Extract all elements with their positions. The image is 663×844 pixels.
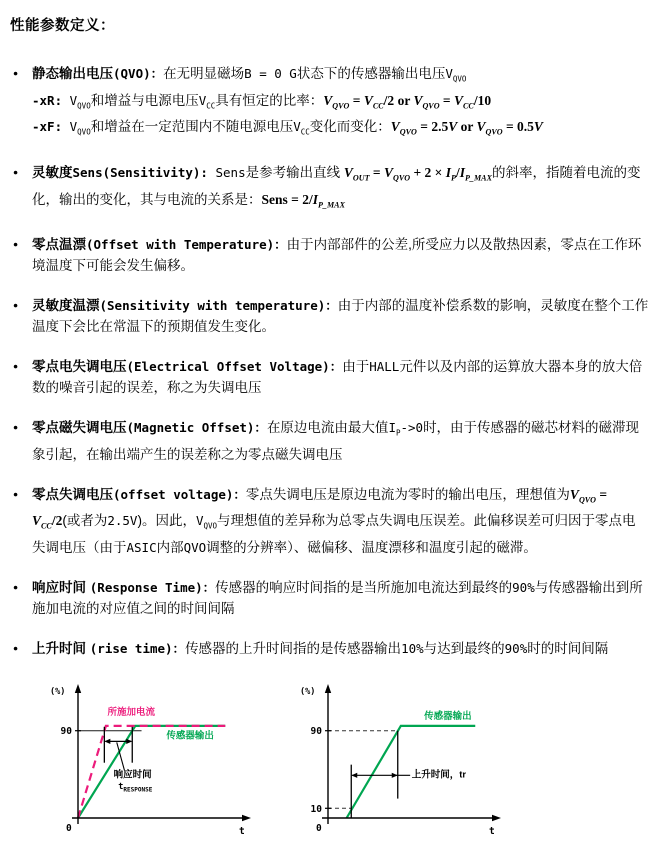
bullet-item [10,162,649,215]
bullet-item [10,63,649,143]
text-segment: $I_P$ [445,164,456,183]
text-segment: QVO [183,540,207,556]
bullet-subline [32,116,649,143]
bullet-content [32,356,649,398]
text-segment: or [457,119,477,135]
bullet-item [10,295,649,337]
bullet-marker-icon: ● [13,166,19,177]
bullet-item [10,638,649,659]
bullet-text [32,638,649,659]
y-axis-label: (%) [50,687,66,698]
text-segment: 灵敏度温漂 [32,298,100,314]
text-segment: 零点电失调电压 [32,359,127,375]
bullet-text [32,484,649,558]
x-axis-arrow-icon [492,815,501,821]
text-segment: 状态下的传感器输出电压 [296,66,446,81]
bullet-text [32,577,649,619]
text-segment: ->0 [400,420,424,436]
response-time-chart [38,678,268,844]
text-segment: /10 [473,92,492,108]
text-segment: 在原边电流由最大值 [266,420,389,436]
bullet-marker-icon: ● [13,582,19,593]
text-segment: $V_{CC}$ [198,92,216,110]
text-segment: $I_P$ [388,420,401,438]
y-axis-arrow-icon [75,684,81,693]
arrowhead-left-icon [351,773,357,778]
text-segment: 时，由于传感器的磁芯材料的磁滞现象引起，在输出端产生的误差称之为零点磁失调电压 [32,420,640,462]
text-segment: $V_{CC}$ [454,92,474,111]
y-axis-label: (%) [300,687,316,698]
text-segment: (rise time)： [89,641,186,657]
text-segment: = [349,92,364,108]
text-segment: 变化而变化： [309,119,391,135]
bullet-content [32,234,649,276]
text-segment: 与传感器输出到所施加电流的对应值之间的时间间隔 [32,580,643,617]
bullet-content [32,162,649,215]
bullet-marker-icon: ● [13,488,19,499]
text-segment: = [596,486,611,502]
annotation-label: 响应时间 [113,769,152,781]
text-segment: 调整的分辨率）、磁偏移、温度漂移和温度引起的磁滞。 [206,540,537,556]
text-segment: 10% [401,641,424,657]
x-axis-label: t [489,826,495,838]
text-segment: /2 [383,92,395,108]
bullet-marker-icon: ● [13,239,19,250]
bullet-marker-icon: ● [13,300,19,311]
text-segment: $I_{P\_MAX}$ [459,164,492,183]
text-segment: 零点温漂 [32,237,86,253]
bullet-list [10,63,649,659]
text-segment: $V_{QVO}$ [383,164,411,183]
text-segment: 在无明显磁场 [163,66,245,81]
arrowhead-left-icon [104,739,110,744]
arrowhead-right-icon [126,739,132,744]
text-segment: 时的时间间隔 [527,641,609,657]
text-segment: = [369,164,384,180]
charts-row [38,678,649,844]
bullet-item [10,577,649,619]
text-segment: 由于内部部件的公差,所受应力以及散热因素，零点在工作环境温度下可能会发生偏移。 [32,237,642,274]
text-segment: = 0.5 [502,119,534,135]
text-segment: B = 0 G [244,66,297,81]
text-segment: $V_{QVO}$ [69,119,91,137]
text-segment: $V_{QVO}$ [69,92,91,110]
x-axis-arrow-icon [242,815,251,821]
text-segment: 响应时间 [32,580,90,596]
text-segment: 2.5V [107,513,138,529]
bullet-content [32,484,649,558]
text-segment: 具有恒定的比率： [215,92,324,108]
text-segment: V [533,119,543,135]
bullet-text [32,295,649,337]
text-segment: 是参考输出直线 [245,164,344,180]
bullet-text [32,63,649,90]
text-segment: 和增益与电源电压 [90,92,199,108]
bullet-item [10,484,649,558]
bullet-item [10,234,649,276]
text-segment: Sens = 2/ [261,191,313,207]
text-segment: = 2.5 [416,119,449,135]
text-segment: (QVO)： [113,66,164,81]
annotation-label: $t_{RESPONSE}$ [118,782,153,794]
text-segment: 灵敏度 [32,164,73,180]
bullet-item [10,417,649,465]
text-segment: 90% [504,641,528,657]
text-segment: ASIC [126,540,157,556]
text-segment: (Magnetic Offset)： [126,420,267,436]
text-segment: $V_{QVO}$ [569,486,597,505]
text-segment: 零点失调电压 [32,486,113,502]
bullet-marker-icon: ● [13,361,19,372]
series-label: 传感器输出 [424,711,472,723]
text-segment: -xR: [32,92,70,108]
text-segment: 与达到最终的 [423,641,505,657]
text-segment: 传感器的响应时间指的是当所施加电流达到最终的 [215,580,513,596]
rise-time-chart [288,678,518,844]
annotation-label: 上升时间，tr [411,769,467,781]
text-segment: (或者为 [62,513,108,529]
text-segment: $V_{CC}$ [363,92,384,111]
bullet-marker-icon: ● [13,422,19,433]
text-segment: $V_{OUT}$ [343,164,370,183]
bullet-text [32,234,649,276]
text-segment: (Sensitivity with temperature)： [99,298,338,314]
text-segment: )。因此， [137,513,196,529]
text-segment: $V_{QVO}$ [323,92,350,111]
page-title: 性能参数定义： [10,18,115,34]
text-segment: (Response Time)： [89,580,216,596]
text-segment: $V_{QVO}$ [445,66,467,84]
bullet-content [32,63,649,143]
bullet-content [32,295,649,337]
text-segment: /2 [51,513,63,529]
text-segment: 和增益在一定范围内不随电源电压 [90,119,294,135]
bullet-content [32,417,649,465]
text-segment: (Offset with Temperature)： [86,237,287,253]
y-tick-label: 90 [310,726,322,738]
text-segment: 90% [512,580,535,596]
y-axis-arrow-icon [325,684,331,693]
y-tick-label: 90 [60,726,72,738]
text-segment: or [394,92,414,108]
y-tick-label: 10 [310,803,322,815]
arrowhead-right-icon [392,773,398,778]
text-segment: 的斜率，指随着电流的变化，输出的变化，其与电流的关系是： [32,164,641,207]
origin-label: 0 [316,823,322,835]
x-axis-label: t [239,826,245,838]
text-segment: V [448,119,458,135]
bullet-marker-icon: ● [13,68,19,78]
bullet-text [32,356,649,398]
text-segment: + 2 × [410,164,446,180]
text-segment: 元件以及内部的运算放大器本身的放大倍数的噪音引起的误差，称之为失调电压 [32,359,643,396]
text-segment: / [455,164,460,180]
text-segment: (Electrical Offset Voltage)： [126,359,343,375]
text-segment: HALL [369,359,400,375]
bullet-marker-icon: ● [13,643,19,654]
text-segment: -xF: [32,119,70,135]
text-segment: $V_{CC}$ [32,513,52,532]
text-segment: 静态输出电压 [32,66,113,81]
text-segment: $V_{CC}$ [293,119,310,137]
text-segment: $V_{QVO}$ [195,513,218,531]
text-segment: $I_{P\_MAX}$ [312,191,345,210]
series-label: 传感器输出 [166,730,214,742]
bullet-text [32,162,649,215]
text-segment: 零点失调电压是原边电流为零时的输出电压，理想值为 [245,486,570,502]
origin-label: 0 [66,823,72,835]
series-label: 所施加电流 [107,707,155,719]
text-segment: Sens(Sensitivity): [72,164,216,180]
text-segment: 上升时间 [32,641,90,657]
text-segment: 由于 [342,359,370,375]
bullet-subline [32,90,649,117]
text-segment: 内部 [156,540,184,556]
bullet-text [32,417,649,465]
text-segment: 由于内部的温度补偿系数的影响，灵敏度在整个工作温度下会比在常温下的预期值发生变化。 [32,298,649,335]
text-segment: Sens [215,164,246,180]
text-segment: $V_{QVO}$ [476,119,503,137]
text-segment: 与理想值的差异称为总零点失调电压误差。此偏移误差可归因于零点电失调电压（由于 [32,513,636,556]
text-segment: 传感器的上升时间指的是传感器输出 [185,641,402,657]
text-segment: $V_{QVO}$ [390,119,417,137]
bullet-content [32,638,649,659]
text-segment: 零点磁失调电压 [32,420,127,436]
text-segment: = [439,92,454,108]
text-segment: $V_{QVO}$ [413,92,440,111]
bullet-item [10,356,649,398]
text-segment: (offset voltage)： [113,486,246,502]
bullet-content [32,577,649,619]
